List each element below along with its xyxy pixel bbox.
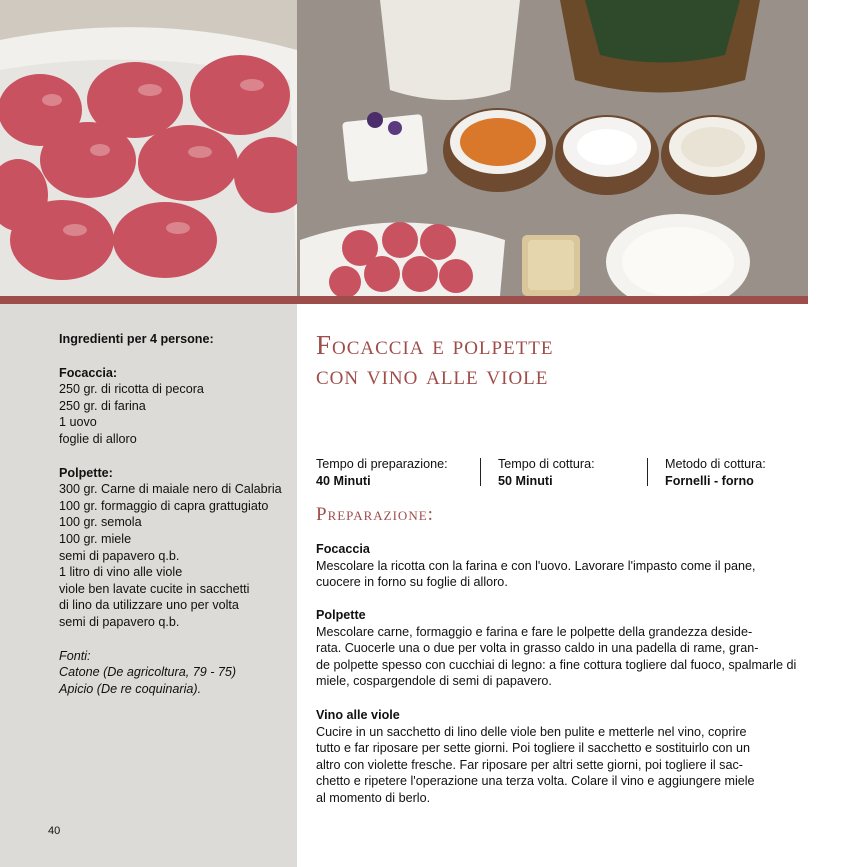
meta-divider — [647, 458, 648, 486]
prep-time-value: 40 Minuti — [316, 473, 371, 488]
list-item: foglie di alloro — [59, 431, 137, 446]
paragraph-line: de polpette spesso con cucchiai di legno: a fine cottura togliere dal fuoco, spalmarle di — [316, 657, 797, 672]
meatballs-photo — [0, 0, 310, 296]
source-item: Catone (De agricoltura, 79 - 75) — [59, 665, 237, 680]
paragraph-line: miele, cospargendole di semi di papavero. — [316, 674, 552, 689]
list-item: 1 litro di vino alle viole — [59, 565, 183, 580]
preparation-heading: Preparazione: — [316, 504, 434, 525]
list-item: di lino da utilizzare uno per volta — [59, 598, 239, 613]
recipe-title — [316, 330, 554, 390]
list-item: 100 gr. formaggio di capra grattugiato — [59, 498, 269, 513]
cook-method-label: Metodo di cottura: — [665, 457, 766, 471]
page-number: 40 — [48, 825, 61, 837]
list-item: 300 gr. Carne di maiale nero di Calabria — [59, 482, 282, 497]
cook-time — [498, 456, 595, 489]
paragraph-line: Mescolare la ricotta con la farina e con l'uovo. Lavorare l'impasto come il pane, — [316, 558, 756, 573]
source-item: Apicio (De re coquinaria). — [59, 681, 202, 696]
paragraph-line: chetto e ripetere l'operazione una terza volta. Colare il vino e aggiungere miele — [316, 774, 755, 789]
list-item: 100 gr. miele — [59, 531, 132, 546]
ingredients-list — [59, 331, 295, 697]
title-line: con vino alle viole — [316, 360, 549, 390]
focaccia-title: Focaccia — [316, 542, 370, 556]
vino-title: Vino alle viole — [316, 708, 400, 722]
polpette-section — [316, 607, 808, 690]
focaccia-section — [316, 541, 808, 591]
cook-time-label: Tempo di cottura: — [498, 457, 595, 471]
cook-time-value: 50 Minuti — [498, 473, 553, 488]
list-item: semi di papavero q.b. — [59, 548, 180, 563]
paragraph-line: Cucire in un sacchetto di lino delle viole ben pulite e metterle nel vino, coprire — [316, 724, 747, 739]
list-item: 250 gr. di ricotta di pecora — [59, 382, 204, 397]
sources-label: Fonti: — [59, 648, 91, 663]
polpette-title: Polpette — [316, 608, 366, 622]
paragraph-line: cuocere in forno su foglie di alloro. — [316, 575, 508, 590]
prep-time-label: Tempo di preparazione: — [316, 457, 448, 471]
focaccia-heading: Focaccia: — [59, 365, 118, 380]
list-item: viole ben lavate cucite in sacchetti — [59, 581, 250, 596]
cook-method — [665, 456, 766, 489]
list-item: 100 gr. semola — [59, 515, 142, 530]
polpette-heading: Polpette: — [59, 465, 113, 480]
food-photos — [0, 0, 808, 296]
cook-method-value: Fornelli - forno — [665, 473, 754, 488]
paragraph-line: altro con violette fresche. Far riposare per altri sette giorni, poi togliere il sac- — [316, 757, 743, 772]
list-item: 1 uovo — [59, 415, 97, 430]
ingredients-heading: Ingredienti per 4 persone: — [59, 332, 214, 346]
paragraph-line: tutto e far riposare per sette giorni. Poi togliere il sacchetto e sostituirlo con un — [316, 741, 751, 756]
paragraph-line: rata. Cuocerle una o due per volta in grasso caldo in una padella di rame, gran- — [316, 641, 759, 656]
list-item: 250 gr. di farina — [59, 398, 146, 413]
paragraph-line: al momento di berlo. — [316, 790, 431, 805]
paragraph-line: Mescolare carne, formaggio e farina e fare le polpette della grandezza deside- — [316, 624, 753, 639]
meta-divider — [480, 458, 481, 486]
prep-time — [316, 456, 448, 489]
photo-strip — [0, 0, 808, 296]
vino-section — [316, 707, 808, 807]
list-item: semi di papavero q.b. — [59, 614, 180, 629]
accent-band — [0, 296, 808, 304]
title-line: Focaccia e polpette — [316, 330, 554, 360]
ingredients-photo — [297, 0, 808, 296]
